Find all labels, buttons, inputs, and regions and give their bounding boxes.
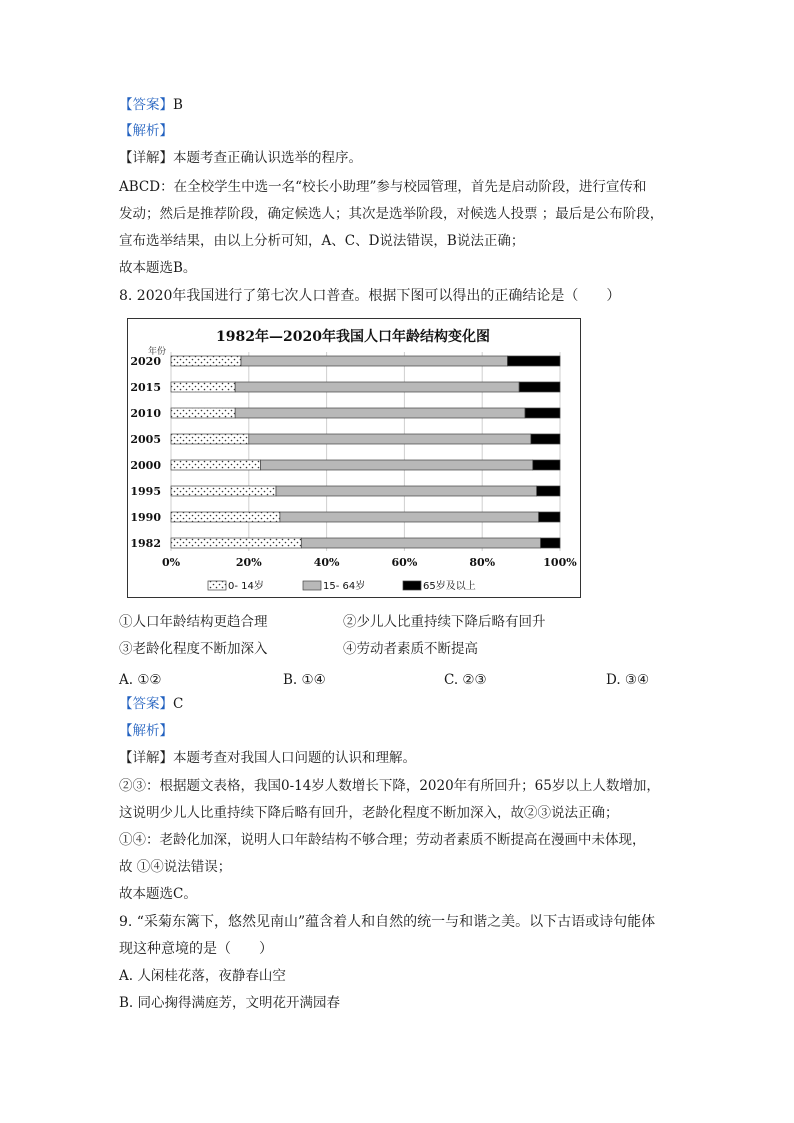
bar-segment-2015-series-3 xyxy=(519,382,560,392)
q8-statement-4: ④劳动者素质不断提高 xyxy=(343,641,478,657)
x-tick-label: 60% xyxy=(391,556,418,569)
bar-segment-2010-series-3 xyxy=(525,408,560,418)
year-label: 1982 xyxy=(130,537,161,550)
chart-title: 1982年—2020年我国人口年龄结构变化图 xyxy=(216,329,490,345)
q8-option-c: C. ②③ xyxy=(444,672,487,688)
q8-line: 故 ①④说法错误； xyxy=(119,859,232,875)
population-chart-svg xyxy=(128,319,579,596)
population-chart xyxy=(127,318,581,598)
x-tick-label: 100% xyxy=(543,556,577,569)
q7-answer: 【答案】B xyxy=(119,97,183,113)
bar-segment-1982-series-2 xyxy=(301,538,540,548)
bar-segment-1995-series-2 xyxy=(276,486,537,496)
q8-option-d: D. ③④ xyxy=(606,672,650,688)
year-label: 1990 xyxy=(130,511,161,524)
q9-question-line1: 9. “采菊东篱下，悠然见南山”蕴含着人和自然的统一与和谐之美。以下古语或诗句能体 xyxy=(119,914,656,930)
bar-segment-1982-series-1 xyxy=(171,538,301,548)
q7-line: 故本题选B。 xyxy=(119,260,197,276)
legend-label: 65岁及以上 xyxy=(423,581,476,592)
q8-option-b: B. ①④ xyxy=(283,672,326,688)
bar-segment-2020-series-3 xyxy=(507,356,560,366)
q7-analysis-tag: 【解析】 xyxy=(119,123,173,139)
bar-segment-1995-series-1 xyxy=(171,486,276,496)
q8-answer: 【答案】C xyxy=(119,696,184,712)
bar-segment-2020-series-2 xyxy=(241,356,507,366)
bar-segment-2010-series-2 xyxy=(235,408,525,418)
legend-swatch xyxy=(208,581,226,590)
bar-segment-2005-series-3 xyxy=(531,434,560,444)
year-label: 2005 xyxy=(130,433,161,446)
legend-label: 0- 14岁 xyxy=(228,581,264,592)
chart-legend xyxy=(208,579,476,592)
q8-line: 故本题选C。 xyxy=(119,886,197,902)
chart-year-labels xyxy=(130,355,161,550)
q9-option-b: B. 同心掬得满庭芳，文明花开满园春 xyxy=(119,995,341,1011)
bar-segment-1990-series-3 xyxy=(539,512,560,522)
bar-segment-2005-series-2 xyxy=(249,434,531,444)
year-label: 1995 xyxy=(130,485,161,498)
q8-option-a: A. ①② xyxy=(119,672,162,688)
q8-statement-1: ①人口年龄结构更趋合理 xyxy=(119,614,268,630)
q8-detail: 【详解】本题考查对我国人口问题的认识和理解。 xyxy=(119,750,416,766)
bar-segment-2000-series-2 xyxy=(260,460,532,470)
bar-segment-2020-series-1 xyxy=(171,356,241,366)
year-label: 2010 xyxy=(130,407,161,420)
year-label: 2015 xyxy=(130,381,161,394)
q9-question-line2: 现这种意境的是（ ） xyxy=(119,941,273,957)
legend-label: 15- 64岁 xyxy=(323,581,366,592)
legend-swatch xyxy=(303,581,321,590)
q8-line: ①④：老龄化加深，说明人口年龄结构不够合理；劳动者素质不断提高在漫画中未体现， xyxy=(119,832,646,848)
bar-segment-1990-series-1 xyxy=(171,512,280,522)
bar-segment-2000-series-1 xyxy=(171,460,260,470)
chart-ylabel: 年份 xyxy=(148,347,167,357)
bar-segment-1982-series-3 xyxy=(541,538,560,548)
year-label: 2020 xyxy=(130,355,161,368)
bar-segment-2000-series-3 xyxy=(533,460,560,470)
q8-line: 这说明少儿人比重持续下降后略有回升，老龄化程度不断加深入，故②③说法正确； xyxy=(119,805,619,821)
q8-analysis-tag: 【解析】 xyxy=(119,723,173,739)
q8-statement-3: ③老龄化程度不断加深入 xyxy=(119,641,268,657)
bar-segment-2015-series-2 xyxy=(235,382,519,392)
q8-line: ②③：根据题文表格，我国0-14岁人数增长下降，2020年有所回升；65岁以上人数增加， xyxy=(119,778,660,794)
q7-detail: 【详解】本题考查正确认识选举的程序。 xyxy=(119,150,362,166)
q7-line: 宣布选举结果，由以上分析可知，A、C、D说法错误，B说法正确； xyxy=(119,233,525,249)
x-tick-label: 20% xyxy=(235,556,262,569)
x-tick-label: 80% xyxy=(469,556,496,569)
bar-segment-2010-series-1 xyxy=(171,408,235,418)
q7-line: ABCD：在全校学生中选一名“校长小助理”参与校园管理，首先是启动阶段，进行宣传和 xyxy=(119,179,647,195)
bar-segment-1990-series-2 xyxy=(280,512,539,522)
chart-x-tick-labels xyxy=(162,556,577,569)
bar-segment-2015-series-1 xyxy=(171,382,235,392)
year-label: 2000 xyxy=(130,459,161,472)
q8-question: 8. 2020年我国进行了第七次人口普查。根据下图可以得出的正确结论是（ ） xyxy=(119,288,621,304)
q9-option-a: A. 人闲桂花落，夜静春山空 xyxy=(119,968,286,984)
bar-segment-2005-series-1 xyxy=(171,434,249,444)
q7-line: 发动；然后是推荐阶段，确定候选人；其次是选举阶段，对候选人投票 ；最后是公布阶段， xyxy=(119,206,664,222)
chart-bars xyxy=(171,356,560,548)
legend-swatch xyxy=(403,581,421,590)
bar-segment-1995-series-3 xyxy=(537,486,560,496)
x-tick-label: 0% xyxy=(161,556,181,569)
x-tick-label: 40% xyxy=(313,556,340,569)
q8-statement-2: ②少儿人比重持续下降后略有回升 xyxy=(343,614,546,630)
